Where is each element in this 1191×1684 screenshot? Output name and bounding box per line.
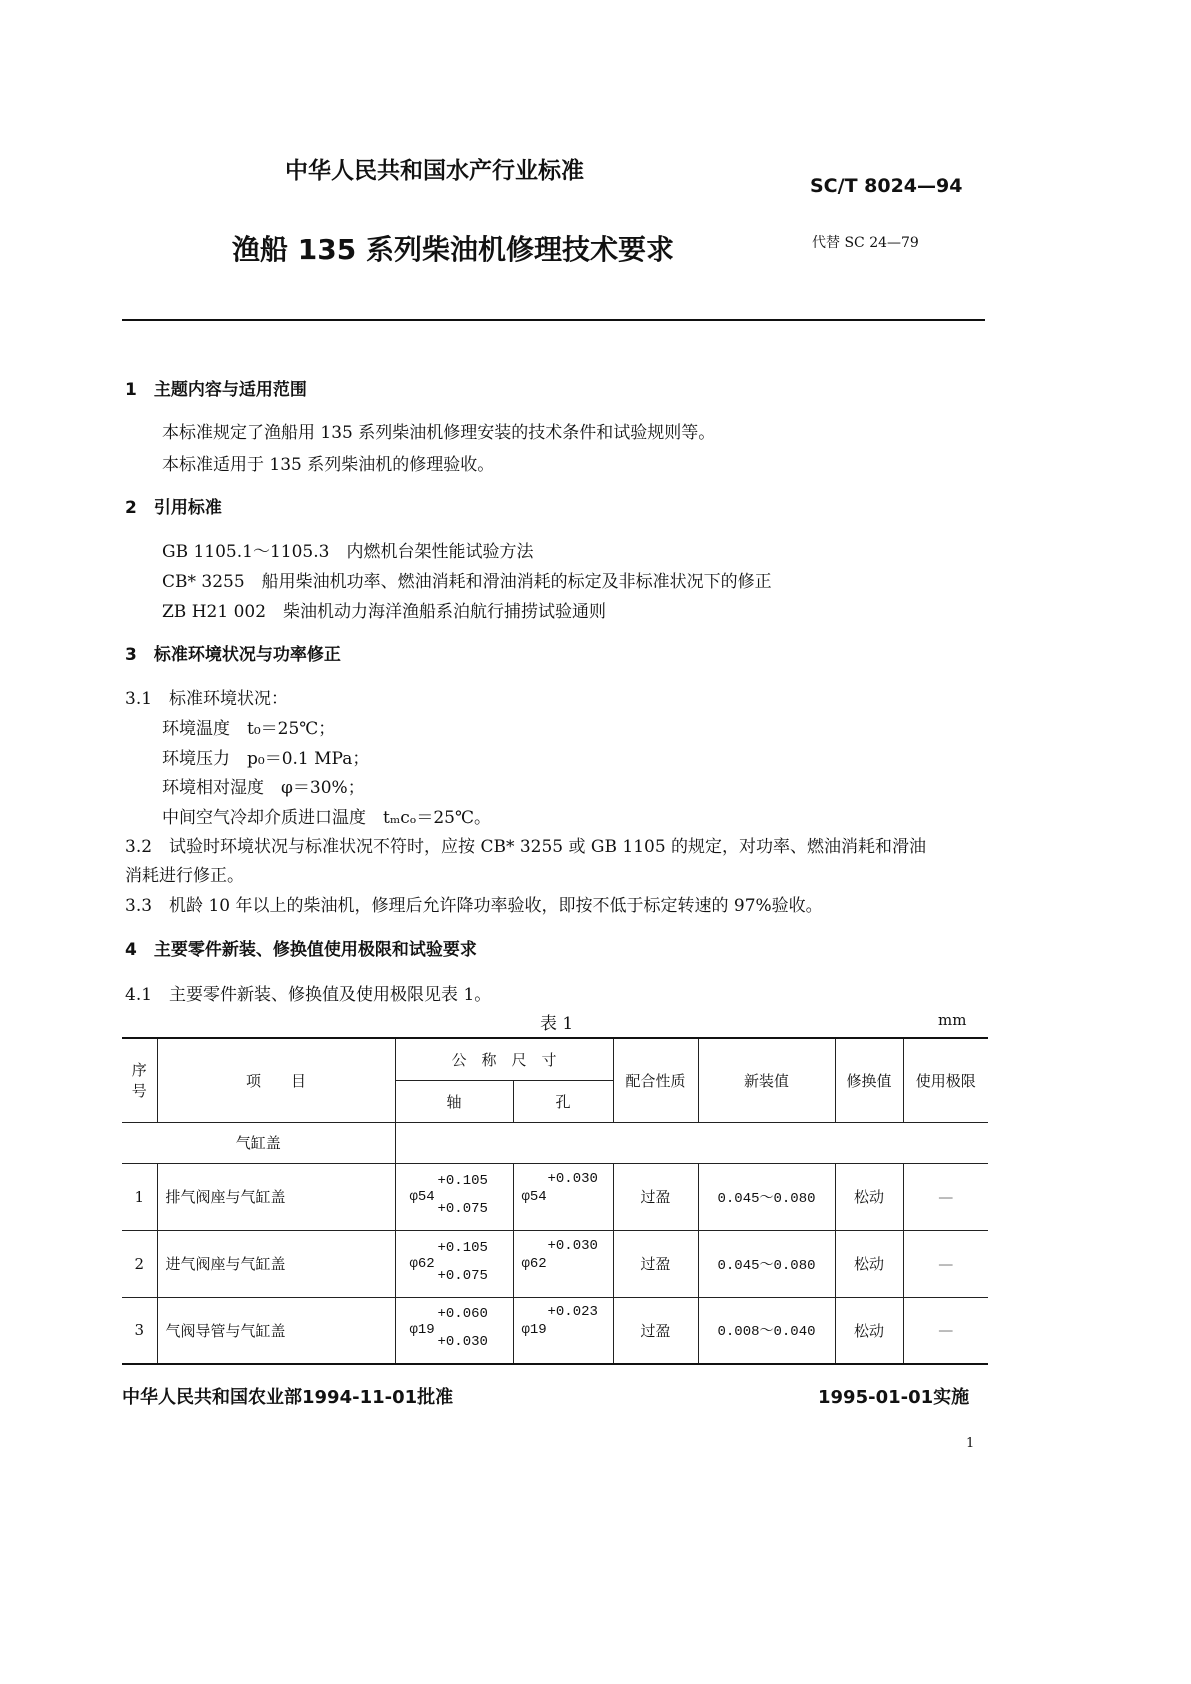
clause: 消耗进行修正。 bbox=[125, 866, 244, 886]
hole-upper: +0.030 bbox=[547, 1237, 598, 1254]
fit: 过盈 bbox=[613, 1297, 698, 1364]
shaft-lower: +0.075 bbox=[437, 1267, 488, 1284]
hole-size bbox=[513, 1230, 613, 1297]
clause: 3.3 机龄 10 年以上的柴油机，修理后允许降功率验收，即按不低于标定转速的 97%验收。 bbox=[125, 896, 823, 916]
shaft-lower: +0.075 bbox=[437, 1200, 488, 1217]
header-shaft: 轴 bbox=[395, 1080, 513, 1122]
paragraph: 本标准适用于 135 系列柴油机的修理验收。 bbox=[162, 455, 495, 475]
standard-number: SC/T 8024—94 bbox=[810, 175, 963, 197]
shaft-size bbox=[395, 1230, 513, 1297]
group-blank bbox=[395, 1122, 988, 1163]
replace-value: 松动 bbox=[835, 1163, 903, 1230]
replace-value: 松动 bbox=[835, 1297, 903, 1364]
limit: — bbox=[903, 1163, 988, 1230]
shaft-size bbox=[395, 1297, 513, 1364]
document-title: 渔船 135 系列柴油机修理技术要求 bbox=[232, 233, 674, 266]
replaces-note: 代替 SC 24—79 bbox=[812, 235, 919, 251]
shaft-base: φ19 bbox=[409, 1322, 435, 1339]
fit: 过盈 bbox=[613, 1230, 698, 1297]
section-1-heading: 1 主题内容与适用范围 bbox=[125, 380, 307, 400]
header-no: 序号 bbox=[122, 1038, 157, 1122]
section-2-heading: 2 引用标准 bbox=[125, 498, 222, 518]
section-3-heading: 3 标准环境状况与功率修正 bbox=[125, 645, 341, 665]
condition: 环境压力 p₀＝0.1 MPa； bbox=[162, 749, 370, 769]
table-row bbox=[122, 1163, 988, 1230]
hole-size bbox=[513, 1297, 613, 1364]
shaft-upper: +0.105 bbox=[437, 1239, 488, 1256]
approval-line: 中华人民共和国农业部1994-11-01批准 bbox=[122, 1387, 454, 1408]
condition: 环境温度 t₀＝25℃； bbox=[162, 719, 336, 739]
hole-upper: +0.030 bbox=[547, 1170, 598, 1187]
header-new-value: 新装值 bbox=[698, 1038, 835, 1122]
row-item: 进气阀座与气缸盖 bbox=[157, 1230, 395, 1297]
shaft-upper: +0.060 bbox=[437, 1306, 488, 1323]
condition: 中间空气冷却介质进口温度 tₘcₒ＝25℃。 bbox=[162, 808, 491, 828]
table-row bbox=[122, 1297, 988, 1364]
replace-value: 松动 bbox=[835, 1230, 903, 1297]
hole-base: φ62 bbox=[521, 1255, 547, 1272]
reference-item: CB* 3255 船用柴油机功率、燃油消耗和滑油消耗的标定及非标准状况下的修正 bbox=[162, 572, 772, 592]
row-no: 3 bbox=[122, 1297, 157, 1364]
row-no: 2 bbox=[122, 1230, 157, 1297]
paragraph: 本标准规定了渔船用 135 系列柴油机修理安装的技术条件和试验规则等。 bbox=[162, 423, 716, 443]
table-row bbox=[122, 1230, 988, 1297]
header-item: 项 目 bbox=[157, 1038, 395, 1122]
new-value: 0.008～0.040 bbox=[698, 1297, 835, 1364]
hole-upper: +0.023 bbox=[547, 1304, 598, 1321]
shaft-base: φ62 bbox=[409, 1255, 435, 1272]
table-unit: mm bbox=[938, 1011, 967, 1029]
org-title: 中华人民共和国水产行业标准 bbox=[285, 158, 584, 184]
row-item: 排气阀座与气缸盖 bbox=[157, 1163, 395, 1230]
header-replace-value: 修换值 bbox=[835, 1038, 903, 1122]
new-value: 0.045～0.080 bbox=[698, 1163, 835, 1230]
row-no: 1 bbox=[122, 1163, 157, 1230]
shaft-upper: +0.105 bbox=[437, 1172, 488, 1189]
group-label: 气缸盖 bbox=[122, 1122, 395, 1163]
shaft-lower: +0.030 bbox=[437, 1334, 488, 1351]
table-caption: 表 1 bbox=[540, 1014, 574, 1034]
header-fit: 配合性质 bbox=[613, 1038, 698, 1122]
hole-base: φ54 bbox=[521, 1188, 547, 1205]
header-hole: 孔 bbox=[513, 1080, 613, 1122]
fit: 过盈 bbox=[613, 1163, 698, 1230]
hole-base: φ19 bbox=[521, 1322, 547, 1339]
clause: 4.1 主要零件新装、修换值及使用极限见表 1。 bbox=[125, 985, 492, 1005]
reference-item: GB 1105.1～1105.3 内燃机台架性能试验方法 bbox=[162, 542, 534, 562]
effective-date: 1995-01-01实施 bbox=[818, 1387, 970, 1408]
new-value: 0.045～0.080 bbox=[698, 1230, 835, 1297]
reference-item: ZB H21 002 柴油机动力海洋渔船系泊航行捕捞试验通则 bbox=[162, 602, 607, 622]
limit: — bbox=[903, 1230, 988, 1297]
row-item: 气阀导管与气缸盖 bbox=[157, 1297, 395, 1364]
page-number: 1 bbox=[966, 1436, 975, 1451]
condition: 环境相对湿度 φ＝30%； bbox=[162, 778, 365, 798]
parts-table bbox=[122, 1037, 988, 1365]
clause: 3.1 标准环境状况： bbox=[125, 689, 289, 709]
hole-size bbox=[513, 1163, 613, 1230]
header-limit: 使用极限 bbox=[903, 1038, 988, 1122]
section-4-heading: 4 主要零件新装、修换值使用极限和试验要求 bbox=[125, 940, 477, 960]
header-rule bbox=[122, 319, 985, 321]
shaft-base: φ54 bbox=[409, 1188, 435, 1205]
limit: — bbox=[903, 1297, 988, 1364]
clause: 3.2 试验时环境状况与标准状况不符时，应按 CB* 3255 或 GB 1105 的规定，对功率、燃油消耗和滑油 bbox=[125, 837, 927, 857]
header-nominal-size: 公 称 尺 寸 bbox=[395, 1038, 613, 1080]
shaft-size bbox=[395, 1163, 513, 1230]
